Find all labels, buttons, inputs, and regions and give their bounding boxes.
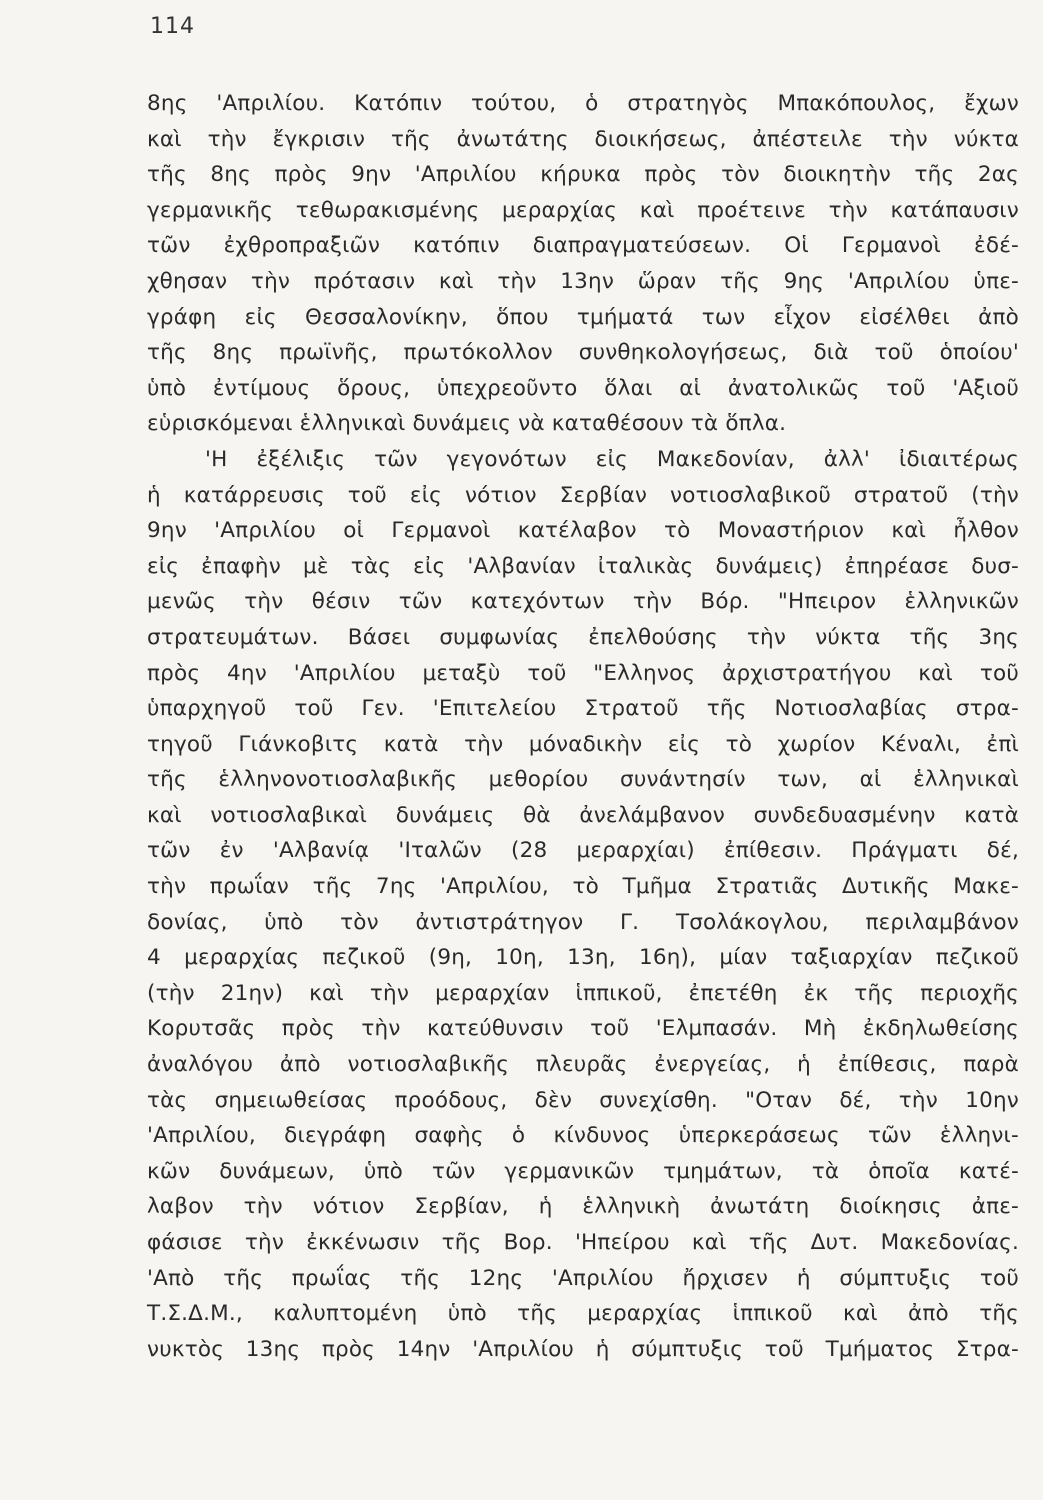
- text-line: πρὸς 4ην 'Απριλίου μεταξὺ τοῦ "Ελληνος ἀρχιστρατήγου καὶ τοῦ: [147, 660, 1019, 686]
- text-line: Κορυτσᾶς πρὸς τὴν κατεύθυνσιν τοῦ 'Ελμπασάν. Μὴ ἐκδηλωθείσης: [147, 1016, 1019, 1042]
- text-line: ἀναλόγου ἀπὸ νοτιοσλαβικῆς πλευρᾶς ἐνεργείας, ἡ ἐπίθεσις, παρὰ: [147, 1052, 1019, 1078]
- text-line: 4 μεραρχίας πεζικοῦ (9η, 10η, 13η, 16η), μίαν ταξιαρχίαν πεζικοῦ: [147, 945, 1019, 971]
- text-line: ἡ κατάρρευσις τοῦ εἰς νότιον Σερβίαν νοτιοσλαβικοῦ στρατοῦ (τὴν: [147, 482, 1019, 508]
- text-line: γράφη εἰς Θεσσαλονίκην, ὅπου τμήματά των εἶχον εἰσέλθει ἀπὸ: [147, 304, 1019, 330]
- text-line: καὶ νοτιοσλαβικαὶ δυνάμεις θὰ ἀνελάμβανον συνδεδυασμένην κατὰ: [147, 802, 1019, 828]
- text-line: τηγοῦ Γιάνκοβιτς κατὰ τὴν μόναδικὴν εἰς τὸ χωρίον Κέναλι, ἐπὶ: [147, 731, 1019, 757]
- text-line: Τ.Σ.Δ.Μ., καλυπτομένη ὑπὸ τῆς μεραρχίας ἱππικοῦ καὶ ἀπὸ τῆς: [147, 1301, 1019, 1327]
- text-line: τῆς 8ης πρωϊνῆς, πρωτόκολλον συνθηκολογήσεως, διὰ τοῦ ὁποίου': [147, 340, 1019, 366]
- text-line: καὶ τὴν ἔγκρισιν τῆς ἀνωτάτης διοικήσεως, ἀπέστειλε τὴν νύκτα: [147, 126, 1019, 152]
- text-line: δονίας, ὑπὸ τὸν ἀντιστράτηγον Γ. Τσολάκογλου, περιλαμβάνον: [147, 909, 1019, 935]
- text-line: 'Απριλίου, διεγράφη σαφὴς ὁ κίνδυνος ὑπερκεράσεως τῶν ἑλληνι-: [147, 1123, 1019, 1149]
- text-line: στρατευμάτων. Βάσει συμφωνίας ἐπελθούσης τὴν νύκτα τῆς 3ης: [147, 624, 1019, 650]
- text-line: (τὴν 21ην) καὶ τὴν μεραρχίαν ἱππικοῦ, ἐπετέθη ἐκ τῆς περιοχῆς: [147, 980, 1019, 1006]
- text-line: τῆς 8ης πρὸς 9ην 'Απριλίου κήρυκα πρὸς τὸν διοικητὴν τῆς 2ας: [147, 162, 1019, 188]
- text-line: τῆς ἑλληνονοτιοσλαβικῆς μεθορίου συνάντησίν των, αἱ ἑλληνικαὶ: [147, 767, 1019, 793]
- text-line: νυκτὸς 13ης πρὸς 14ην 'Απριλίου ἡ σύμπτυξις τοῦ Τμήματος Στρα-: [147, 1336, 1019, 1362]
- text-line: ὑπὸ ἐντίμους ὅρους, ὑπεχρεοῦντο ὅλαι αἱ ἀνατολικῶς τοῦ 'Αξιοῦ: [147, 375, 1019, 401]
- text-line: τὰς σημειωθείσας προόδους, δὲν συνεχίσθη. "Οταν δέ, τὴν 10ην: [147, 1087, 1019, 1113]
- text-line: μενῶς τὴν θέσιν τῶν κατεχόντων τὴν Βόρ. "Ηπειρον ἑλληνικῶν: [147, 589, 1019, 615]
- text-line: 'Η ἐξέλιξις τῶν γεγονότων εἰς Μακεδονίαν, ἀλλ' ἰδιαιτέρως: [205, 446, 1019, 472]
- text-line: τῶν ἐν 'Αλβανίᾳ 'Ιταλῶν (28 μεραρχίαι) ἐπίθεσιν. Πράγματι δέ,: [147, 838, 1019, 864]
- text-line: εἰς ἐπαφὴν μὲ τὰς εἰς 'Αλβανίαν ἰταλικὰς δυνάμεις) ἐπηρέασε δυσ-: [147, 553, 1019, 579]
- text-line: γερμανικῆς τεθωρακισμένης μεραρχίας καὶ προέτεινε τὴν κατάπαυσιν: [147, 197, 1019, 223]
- text-line: φάσισε τὴν ἐκκένωσιν τῆς Βορ. 'Ηπείρου καὶ τῆς Δυτ. Μακεδονίας.: [147, 1230, 1019, 1255]
- text-line: 8ης 'Απριλίου. Κατόπιν τούτου, ὁ στρατηγὸς Μπακόπουλος, ἔχων: [147, 91, 1019, 116]
- text-line: εὑρισκόμεναι ἑλληνικαὶ δυνάμεις νὰ καταθέσουν τὰ ὅπλα.: [147, 411, 787, 437]
- text-line: κῶν δυνάμεων, ὑπὸ τῶν γερμανικῶν τμημάτων, τὰ ὁποῖα κατέ-: [147, 1158, 1019, 1184]
- text-line: τῶν ἐχθροπραξιῶν κατόπιν διαπραγματεύσεων. Οἱ Γερμανοὶ ἐδέ-: [147, 233, 1019, 259]
- text-line: λαβον τὴν νότιον Σερβίαν, ἡ ἑλληνικὴ ἀνωτάτη διοίκησις ἀπε-: [147, 1194, 1019, 1220]
- text-line: 'Απὸ τῆς πρωΐας τῆς 12ης 'Απριλίου ἤρχισεν ἡ σύμπτυξις τοῦ: [147, 1265, 1019, 1291]
- text-line: 9ην 'Απριλίου οἱ Γερμανοὶ κατέλαβον τὸ Μοναστήριον καὶ ἦλθον: [147, 518, 1019, 544]
- page-number: 114: [150, 14, 195, 39]
- body-text: [147, 86, 1019, 1367]
- text-line: τὴν πρωΐαν τῆς 7ης 'Απριλίου, τὸ Τμῆμα Στρατιᾶς Δυτικῆς Μακε-: [147, 874, 1019, 900]
- text-line: ὑπαρχηγοῦ τοῦ Γεν. 'Επιτελείου Στρατοῦ τῆς Νοτιοσλαβίας στρα-: [147, 696, 1019, 722]
- text-line: χθησαν τὴν πρότασιν καὶ τὴν 13ην ὥραν τῆς 9ης 'Απριλίου ὑπε-: [147, 268, 1019, 294]
